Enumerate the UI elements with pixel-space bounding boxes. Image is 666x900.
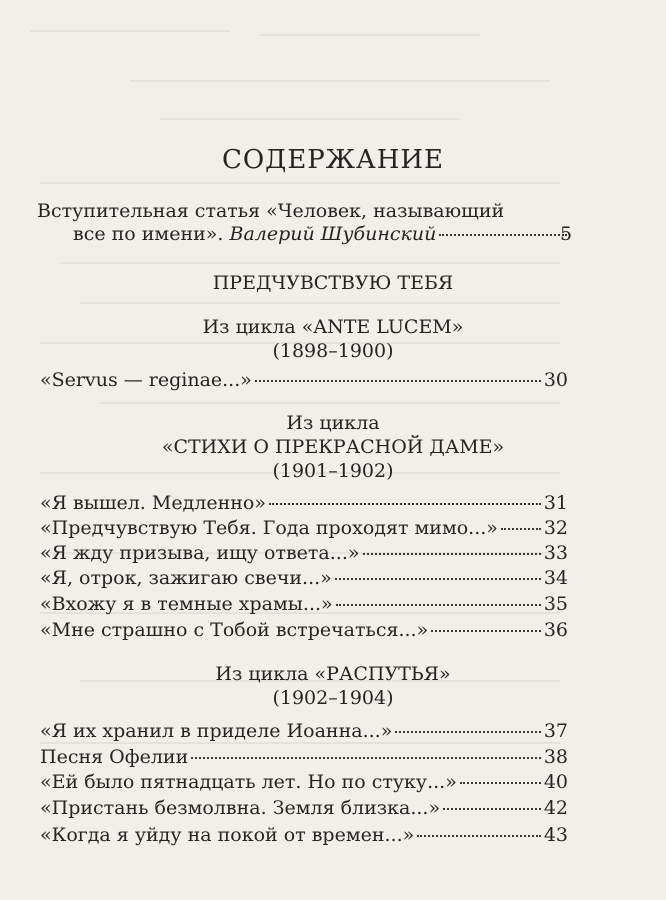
entry-page: 38 bbox=[543, 746, 568, 768]
entry-title: «Я, отрок, зажигаю свечи...» bbox=[40, 567, 332, 589]
entry-title: «Я вышел. Медленно» bbox=[40, 492, 266, 514]
dot-leader bbox=[335, 578, 541, 580]
entry-title: «Servus — reginae...» bbox=[40, 369, 252, 391]
dot-leader bbox=[443, 808, 541, 810]
entry-page: 32 bbox=[543, 517, 568, 539]
toc-entry[interactable] bbox=[40, 746, 568, 768]
entry-page: 42 bbox=[543, 797, 568, 819]
dot-leader bbox=[395, 731, 540, 733]
entry-title: «Когда я уйду на покой от времен...» bbox=[40, 824, 415, 846]
dot-leader bbox=[269, 503, 541, 505]
entry-page: 31 bbox=[543, 492, 568, 514]
entry-title: Песня Офелии bbox=[40, 746, 189, 768]
intro-entry[interactable] bbox=[73, 223, 573, 245]
page-title: СОДЕРЖАНИЕ bbox=[221, 145, 445, 175]
entry-page: 37 bbox=[543, 720, 568, 742]
entry-page: 30 bbox=[543, 369, 568, 391]
entry-title: «Я жду призыва, ищу ответа...» bbox=[40, 542, 360, 564]
toc-entry[interactable] bbox=[40, 567, 568, 589]
dot-leader bbox=[439, 234, 567, 236]
intro-author: Валерий Шубинский bbox=[229, 223, 437, 245]
toc-entry[interactable] bbox=[40, 369, 568, 391]
dot-leader bbox=[501, 528, 541, 530]
cycle-heading-line2: «СТИХИ О ПРЕКРАСНОЙ ДАМЕ» bbox=[161, 436, 505, 458]
intro-title-line2: все по имени». bbox=[73, 223, 224, 245]
toc-entry[interactable] bbox=[40, 517, 568, 539]
entry-title: «Я их хранил в приделе Иоанна...» bbox=[40, 720, 393, 742]
dot-leader bbox=[255, 380, 541, 382]
cycle-heading: Из цикла «ANTE LUCEM» bbox=[202, 316, 464, 338]
dot-leader bbox=[460, 782, 541, 784]
cycle-years: (1901–1902) bbox=[272, 460, 394, 482]
entry-title: «Ей было пятнадцать лет. Но по стуку...» bbox=[40, 771, 457, 793]
toc-entry[interactable] bbox=[40, 720, 568, 742]
cycle-years: (1902–1904) bbox=[272, 687, 394, 709]
cycle-years: (1898–1900) bbox=[272, 340, 394, 362]
dot-leader bbox=[336, 604, 541, 606]
toc-entry[interactable] bbox=[40, 492, 568, 514]
entry-page: 33 bbox=[543, 542, 568, 564]
cycle-heading-line1: Из цикла bbox=[286, 412, 380, 434]
toc-entry[interactable] bbox=[40, 619, 568, 641]
intro-title-line1: Вступительная статья «Человек, называющий bbox=[37, 200, 505, 222]
toc-entry[interactable] bbox=[40, 771, 568, 793]
dot-leader bbox=[431, 630, 541, 632]
entry-page: 43 bbox=[543, 824, 568, 846]
dot-leader bbox=[191, 757, 541, 759]
toc-entry[interactable] bbox=[40, 797, 568, 819]
entry-page: 34 bbox=[543, 567, 568, 589]
entry-title: «Предчувствую Тебя. Года проходят мимо...» bbox=[40, 517, 498, 539]
entry-page: 36 bbox=[543, 619, 568, 641]
part-title: ПРЕДЧУВСТВУЮ ТЕБЯ bbox=[212, 272, 454, 294]
dot-leader bbox=[363, 553, 541, 555]
cycle-heading: Из цикла «РАСПУТЬЯ» bbox=[215, 663, 451, 685]
entry-page: 35 bbox=[543, 593, 568, 615]
intro-page-number: 5 bbox=[560, 223, 573, 245]
entry-title: «Пристань безмолвна. Земля близка...» bbox=[40, 797, 441, 819]
entry-page: 40 bbox=[543, 771, 568, 793]
entry-title: «Мне страшно с Тобой встречаться...» bbox=[40, 619, 429, 641]
toc-entry[interactable] bbox=[40, 824, 568, 846]
entry-title: «Вхожу я в темные храмы...» bbox=[40, 593, 333, 615]
toc-entry[interactable] bbox=[40, 593, 568, 615]
dot-leader bbox=[417, 835, 541, 837]
toc-entry[interactable] bbox=[40, 542, 568, 564]
